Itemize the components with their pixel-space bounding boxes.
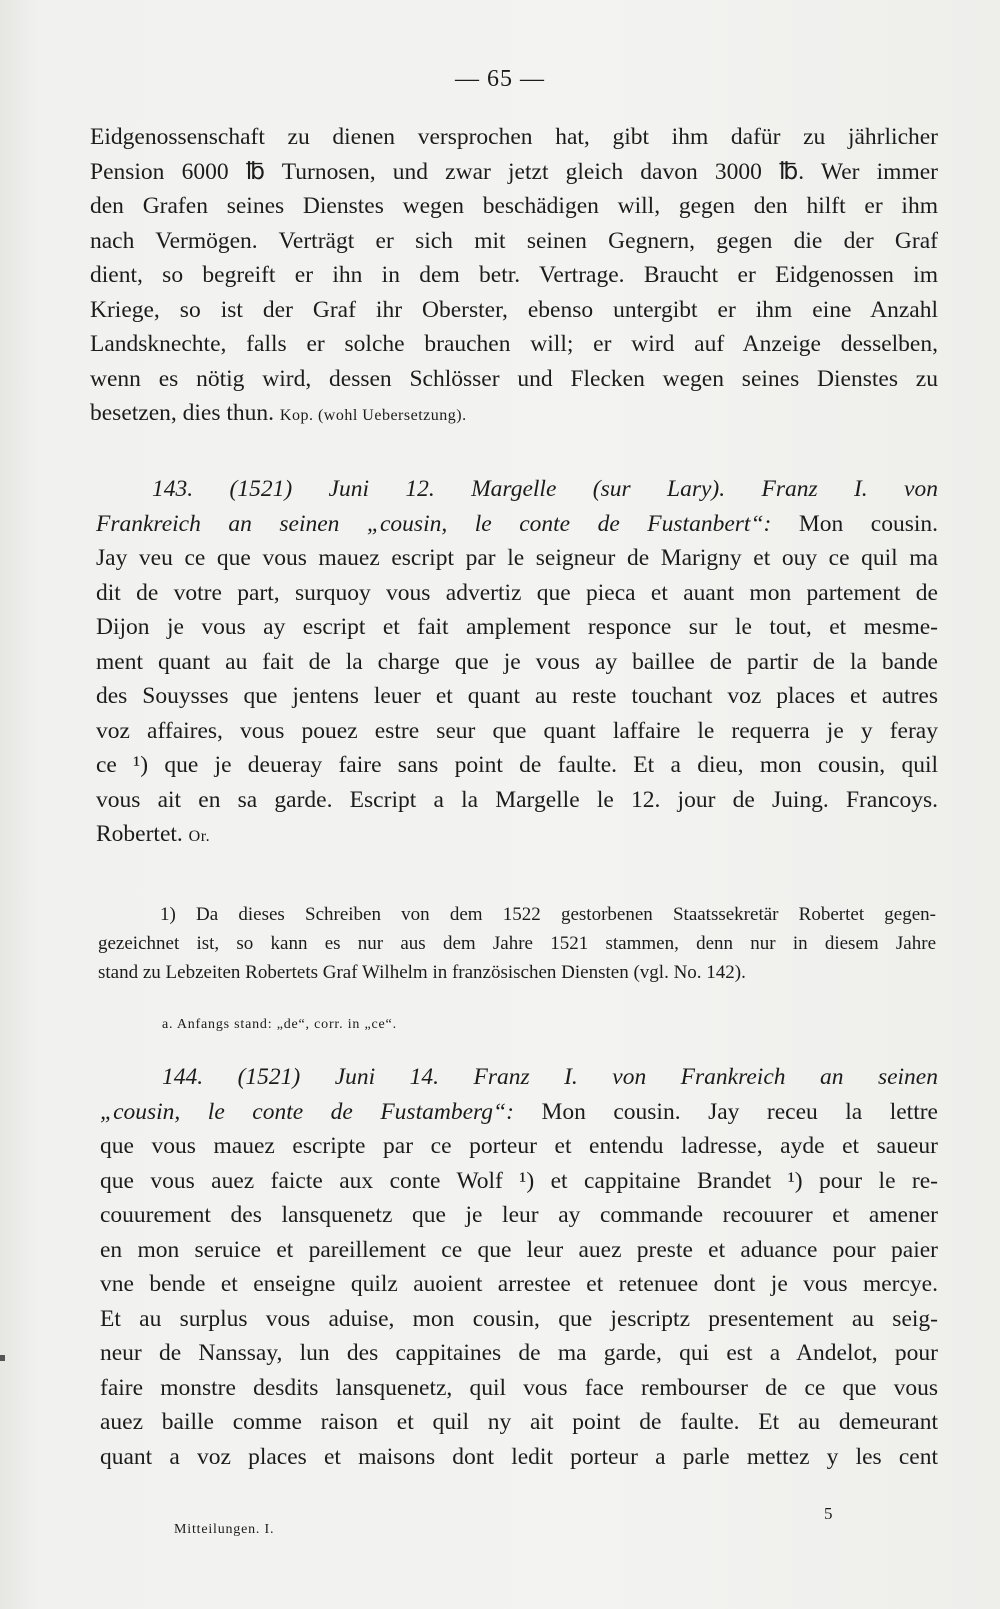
entry-143 <box>96 472 938 852</box>
text-line: faire monstre desdits lansquenetz, quil vous face rembourser de ce que vous <box>100 1374 938 1401</box>
text-line: ment quant au fait de la charge que je vous ay baillee de partir de la bande <box>96 648 938 675</box>
entry-heading-line <box>96 507 938 542</box>
page-number: — 65 — <box>455 66 545 92</box>
paragraph-continuation <box>90 120 938 431</box>
footnote-line: stand zu Lebzeiten Robertets Graf Wilhelm in französischen Diensten (vgl. No. 142). <box>98 962 746 983</box>
text-line: quant a voz places et maisons dont ledit porteur a parle mettez y les cent <box>100 1443 938 1470</box>
entry-heading: 144. (1521) Juni 14. Franz I. von Frankreich an seinen <box>162 1064 938 1090</box>
textual-note: a. Anfangs stand: „de“, corr. in „ce“. <box>162 1017 397 1032</box>
text-line: vne bende et enseigne quilz auoient arrestee et retenuee dont je vous mercye. <box>100 1271 938 1297</box>
text-line: den Grafen seines Dienstes wegen beschädigen will, gegen den hilft er ihm <box>90 193 938 219</box>
text-line: que vous auez faicte aux conte Wolf ¹) et cappitaine Brandet ¹) pour le re- <box>100 1167 938 1194</box>
text-line <box>96 817 938 852</box>
text-line: vous ait en sa garde. Escript a la Margelle le 12. jour de Juing. Francoys. <box>96 786 938 813</box>
entry-heading-italic: „cousin, le conte de Fustamberg“: <box>100 1098 514 1125</box>
footnote <box>98 900 936 987</box>
salutation: Mon cousin. Jay receu la lettre <box>541 1098 938 1125</box>
signature-mark: Mitteilungen. I. <box>174 1522 275 1537</box>
text-line: dit de votre part, surquoy vous advertiz que pieca et auant mon partement de <box>96 579 938 606</box>
source-note: Kop. (wohl Uebersetzung). <box>279 407 467 424</box>
text-line: nach Vermögen. Verträgt er sich mit seinen Gegnern, gegen die der Graf <box>90 227 938 254</box>
text-line: en mon seruice et pareillement ce que leur auez preste et aduance pour paier <box>100 1236 938 1263</box>
line-text: Robertet. <box>96 821 183 847</box>
text-line: Landsknechte, falls er solche brauchen will; er wird auf Anzeige desselben, <box>90 331 938 357</box>
text-line: que vous mauez escripte par ce porteur et entendu ladresse, ayde et saueur <box>100 1133 938 1159</box>
entry-144 <box>100 1060 938 1474</box>
page-edge-mark <box>0 1355 5 1361</box>
text-line: Eidgenossenschaft zu dienen versprochen hat, gibt ihm dafür zu jährlicher <box>90 124 938 150</box>
text-line: couurement des lansquenetz que je leur ay commande recouurer et amener <box>100 1202 938 1228</box>
text-line <box>90 396 938 431</box>
salutation: Mon cousin. <box>798 510 938 537</box>
entry-heading-italic: Frankreich an seinen „cousin, le conte de Fustanbert“: <box>96 510 772 537</box>
footnote-line: 1) Da dieses Schreiben von dem 1522 gestorbenen Staatssekretär Robertet gegen- <box>160 904 936 925</box>
text-line: des Souysses que jentens leuer et quant au reste touchant voz places et autres <box>96 683 938 709</box>
text-line: wenn es nötig wird, dessen Schlösser und Flecken wegen seines Dienstes zu <box>90 365 938 392</box>
text-line: Et au surplus vous aduise, mon cousin, que jescriptz presentement au seig- <box>100 1305 938 1332</box>
text-line: ce ¹) que je deueray faire sans point de faulte. Et a dieu, mon cousin, quil <box>96 752 938 778</box>
text-line: voz affaires, vous pouez estre seur que quant laffaire le requerra je y feray <box>96 717 938 744</box>
line-text: besetzen, dies thun. <box>90 400 275 426</box>
footnote-line: gezeichnet ist, so kann es nur aus dem Jahre 1521 stammen, denn nur in diesem Jahre <box>98 933 936 954</box>
entry-heading-line <box>100 1095 938 1130</box>
sheet-number: 5 <box>824 1504 833 1523</box>
text-line: neur de Nanssay, lun des cappitaines de ma garde, qui est a Andelot, pour <box>100 1340 938 1366</box>
entry-heading: 143. (1521) Juni 12. Margelle (sur Lary). Franz I. von <box>152 476 938 502</box>
text-line: auez baille comme raison et quil ny ait point de faulte. Et au demeurant <box>100 1409 938 1435</box>
text-line: Jay veu ce que vous mauez escript par le seigneur de Marigny et ouy ce quil ma <box>96 545 938 571</box>
text-line: Kriege, so ist der Graf ihr Oberster, ebenso untergibt er ihm eine Anzahl <box>90 296 938 323</box>
text-line: dient, so begreift er ihn in dem betr. Vertrage. Braucht er Eidgenossen im <box>90 262 938 288</box>
source-note: Or. <box>188 828 211 845</box>
text-line: Pension 6000 ℔ Turnosen, und zwar jetzt gleich davon 3000 ℔. Wer immer <box>90 158 938 185</box>
text-line: Dijon je vous ay escript et fait amplement responce sur le tout, et mesme- <box>96 614 938 640</box>
